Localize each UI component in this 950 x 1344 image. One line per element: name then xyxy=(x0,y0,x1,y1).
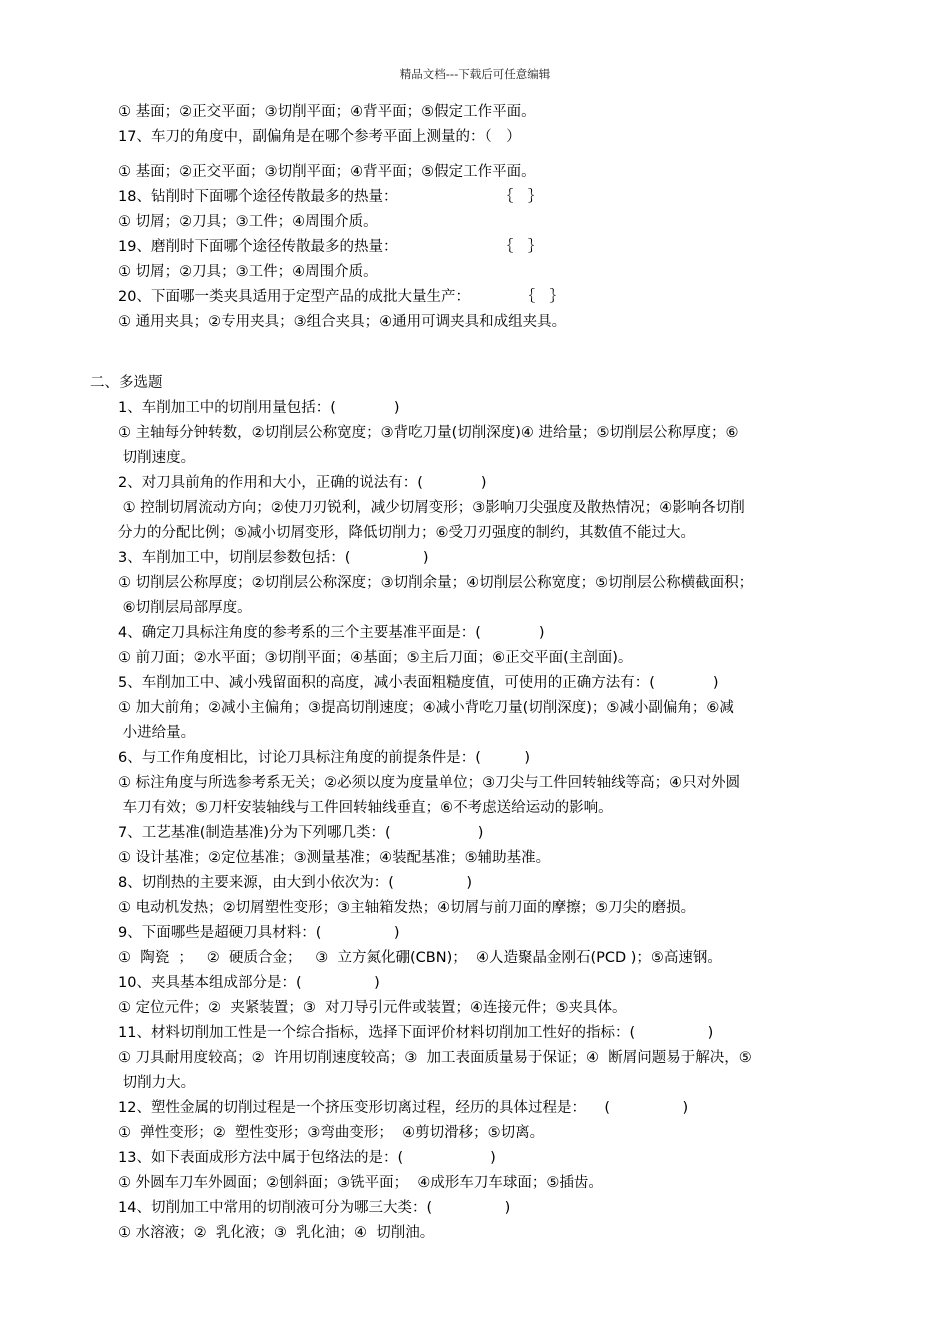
mc-options-5: ① 加大前角；②减小主偏角；③提高切削速度；④减小背吃刀量(切削深度)；⑤减小副偏角；⑥减 xyxy=(118,700,734,716)
mc-question-6: 6、与工作角度相比，讨论刀具标注角度的前提条件是：( ) xyxy=(118,750,531,766)
question-20: 20、下面哪一类夹具适用于定型产品的成批大量生产： ｛ ｝ xyxy=(118,289,565,305)
mc-question-13: 13、如下表面成形方法中属于包络法的是：( ) xyxy=(118,1150,496,1166)
mc-options-2: ① 控制切屑流动方向；②使刀刃锐利，减少切屑变形；③影响刀尖强度及散热情况；④影响各切削 xyxy=(118,500,745,516)
mc-question-8: 8、切削热的主要来源，由大到小依次为：( ) xyxy=(118,875,473,891)
mc-question-12: 12、塑性金属的切削过程是一个挤压变形切离过程，经历的具体过程是： ( ) xyxy=(118,1100,689,1116)
options-20: ① 通用夹具；②专用夹具；③组合夹具；④通用可调夹具和成组夹具。 xyxy=(118,314,567,330)
mc-question-7: 7、工艺基准(制造基准)分为下列哪几类：( ) xyxy=(118,825,484,841)
mc-options-11: ① 刀具耐用度较高；② 许用切削速度较高；③ 加工表面质量易于保证；④ 断屑问题易于解决，⑤ xyxy=(118,1050,752,1066)
section-heading-multi-choice: 二、多选题 xyxy=(90,375,163,391)
mc-options-6-cont: 车刀有效；⑤刀杆安装轴线与工件回转轴线垂直；⑥不考虑送给运动的影响。 xyxy=(118,800,613,816)
mc-question-14: 14、切削加工中常用的切削液可分为哪三大类：( ) xyxy=(118,1200,511,1216)
mc-options-4: ① 前刀面；②水平面；③切削平面；④基面；⑤主后刀面；⑥正交平面(主剖面)。 xyxy=(118,650,633,666)
mc-question-5: 5、车削加工中、减小残留面积的高度，减小表面粗糙度值，可使用的正确方法有：( ) xyxy=(118,675,719,691)
mc-options-10: ① 定位元件；② 夹紧装置；③ 对刀导引元件或装置；④连接元件；⑤夹具体。 xyxy=(118,1000,627,1016)
mc-question-2: 2、对刀具前角的作用和大小，正确的说法有：( ) xyxy=(118,475,487,491)
mc-options-6: ① 标注角度与所选参考系无关；②必须以度为度量单位；③刀尖与工件回转轴线等高；④只对外圆 xyxy=(118,775,741,791)
mc-options-3: ① 切削层公称厚度；②切削层公称深度；③切削余量；④切削层公称宽度；⑤切削层公称横截面积； xyxy=(118,575,754,591)
mc-options-7: ① 设计基准；②定位基准；③测量基准；④装配基准；⑤辅助基准。 xyxy=(118,850,551,866)
mc-question-3: 3、车削加工中，切削层参数包括：( ) xyxy=(118,550,429,566)
page-header: 精品文档---下载后可任意编辑 xyxy=(399,67,551,81)
options-16: ① 基面；②正交平面；③切削平面；④背平面；⑤假定工作平面。 xyxy=(118,104,536,120)
options-18: ① 切屑；②刀具；③工件；④周围介质。 xyxy=(118,214,378,230)
mc-options-8: ① 电动机发热；②切屑塑性变形；③主轴箱发热；④切屑与前刀面的摩擦；⑤刀尖的磨损。 xyxy=(118,900,696,916)
question-17: 17、车刀的角度中，副偏角是在哪个参考平面上测量的：（ ） xyxy=(118,129,521,145)
mc-options-1-cont: 切削速度。 xyxy=(118,450,196,466)
mc-options-9: ① 陶瓷 ； ② 硬质合金； ③ 立方氮化硼(CBN)； ④人造聚晶金刚石(PCD )；⑤高速钢。 xyxy=(118,950,722,966)
mc-options-14: ① 水溶液；② 乳化液；③ 乳化油；④ 切削油。 xyxy=(118,1225,435,1241)
mc-question-9: 9、下面哪些是超硬刀具材料：( ) xyxy=(118,925,400,941)
mc-question-11: 11、材料切削加工性是一个综合指标，选择下面评价材料切削加工性好的指标：( ) xyxy=(118,1025,714,1041)
mc-options-2-cont: 分力的分配比例；⑤减小切屑变形，降低切削力；⑥受刀刃强度的制约，其数值不能过大。 xyxy=(118,525,695,541)
mc-question-4: 4、确定刀具标注角度的参考系的三个主要基准平面是：( ) xyxy=(118,625,545,641)
options-17: ① 基面；②正交平面；③切削平面；④背平面；⑤假定工作平面。 xyxy=(118,164,536,180)
question-18: 18、钻削时下面哪个途径传散最多的热量： ｛ ｝ xyxy=(118,189,543,205)
mc-options-13: ① 外圆车刀车外圆面；②刨斜面；③铣平面； ④成形车刀车球面；⑤插齿。 xyxy=(118,1175,603,1191)
mc-question-10: 10、夹具基本组成部分是：( ) xyxy=(118,975,380,991)
mc-options-1: ① 主轴每分钟转数，②切削层公称宽度；③背吃刀量(切削深度)④ 进给量；⑤切削层公称厚度；⑥ xyxy=(118,425,739,441)
mc-options-5-cont: 小进给量。 xyxy=(118,725,196,741)
mc-options-11-cont: 切削力大。 xyxy=(118,1075,196,1091)
mc-question-1: 1、车削加工中的切削用量包括：( ) xyxy=(118,400,400,416)
options-19: ① 切屑；②刀具；③工件；④周围介质。 xyxy=(118,264,378,280)
mc-options-12: ① 弹性变形；② 塑性变形；③弯曲变形； ④剪切滑移；⑤切离。 xyxy=(118,1125,545,1141)
question-19: 19、磨削时下面哪个途径传散最多的热量： ｛ ｝ xyxy=(118,239,543,255)
mc-options-3-cont: ⑥切削层局部厚度。 xyxy=(118,600,252,616)
